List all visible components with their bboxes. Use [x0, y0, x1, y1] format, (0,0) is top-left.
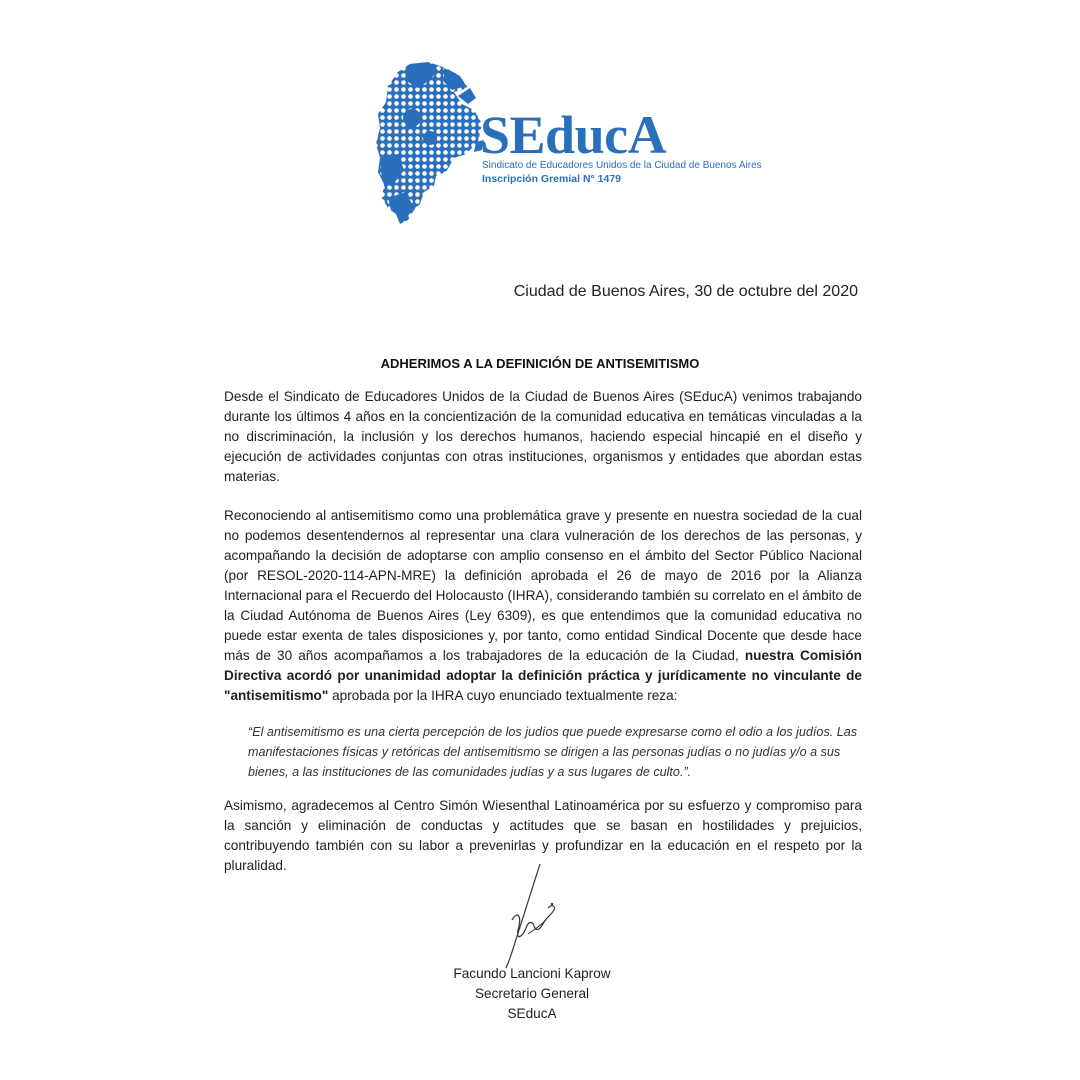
paragraph-recognition-end: aprobada por la IHRA cuyo enunciado textualmente reza:	[328, 688, 678, 703]
signatory-name: Facundo Lancioni Kaprow	[453, 966, 611, 981]
letter-title: ADHERIMOS A LA DEFINICIÓN DE ANTISEMITISMO	[380, 356, 700, 371]
paragraph-thanks: Asimismo, agradecemos al Centro Simón Wiesenthal Latinoamérica por su esfuerzo y compromiso para la sanción y eliminación de conductas y actitudes que se basan en hostilidades y prejuicios, contribuyendo también con su labor a prevenirlas y profundizar en la educación en el respeto por la pluralidad.	[224, 798, 862, 873]
argentina-map-icon	[358, 58, 488, 228]
signatory-role: Secretario General	[474, 986, 590, 1001]
signature-scribble	[482, 860, 592, 970]
ihra-definition-quote: “El antisemitismo es una cierta percepción de los judíos que puede expresarse como el odio a los judíos. Las manifestaciones físicas y retóricas del antisemitismo se dirigen a las personas judías o no judías y/o a sus bienes, a las instituciones de las comunidades judías y a sus lugares de culto.”.	[248, 725, 858, 779]
paragraph-recognition	[224, 506, 862, 706]
paragraph-intro: Desde el Sindicato de Educadores Unidos de la Ciudad de Buenos Aires (SEducA) venimos trabajando durante los últimos 4 años en la concientización de la comunidad educativa en temáticas vinculadas a la no discriminación, la inclusión y los derechos humanos, haciendo especial hincapié en el diseño y ejecución de actividades conjuntas con otras instituciones, organismos y entidades que abordan estas materias.	[224, 389, 862, 484]
paragraph-recognition-start: Reconociendo al antisemitismo como una problemática grave y presente en nuestra sociedad de la cual no podemos desentendernos al representar una clara vulneración de los derechos de las personas, y acompañando la decisión de adoptarse con amplio consenso en el ámbito del Sector Público Nacional (por RESOL-2020-114-APN-MRE) la definición aprobada el 26 de mayo de 2016 por la Alianza Internacional para el Recuerdo del Holocausto (IHRA), considerando también su correlato en el ámbito de la Ciudad Autónoma de Buenos Aires (Ley 6309), es que entendimos que la comunidad educativa no puede estar exenta de tales disposiciones y, por tanto, como entidad Sindical Docente que desde hace más de 30 años acompañamos a los trabajadores de la educación de la Ciudad,	[224, 508, 862, 663]
signatory-block	[0, 964, 1080, 1024]
paragraph-recognition-bold: nuestra Comisión Directiva acordó por unanimidad adoptar la definición práctica y jurídicamente no vinculante de "antisemitismo"	[224, 648, 862, 703]
logo-registration: Inscripción Gremial N° 1479	[482, 173, 622, 185]
logo-wordmark: SEducA	[480, 105, 667, 165]
logo-subtitle: Sindicato de Educadores Unidos de la Ciudad de Buenos Aires	[482, 160, 762, 171]
signatory-org: SEducA	[507, 1006, 557, 1021]
letter-date: Ciudad de Buenos Aires, 30 de octubre del 2020	[513, 283, 858, 300]
seduca-logo	[358, 58, 762, 228]
